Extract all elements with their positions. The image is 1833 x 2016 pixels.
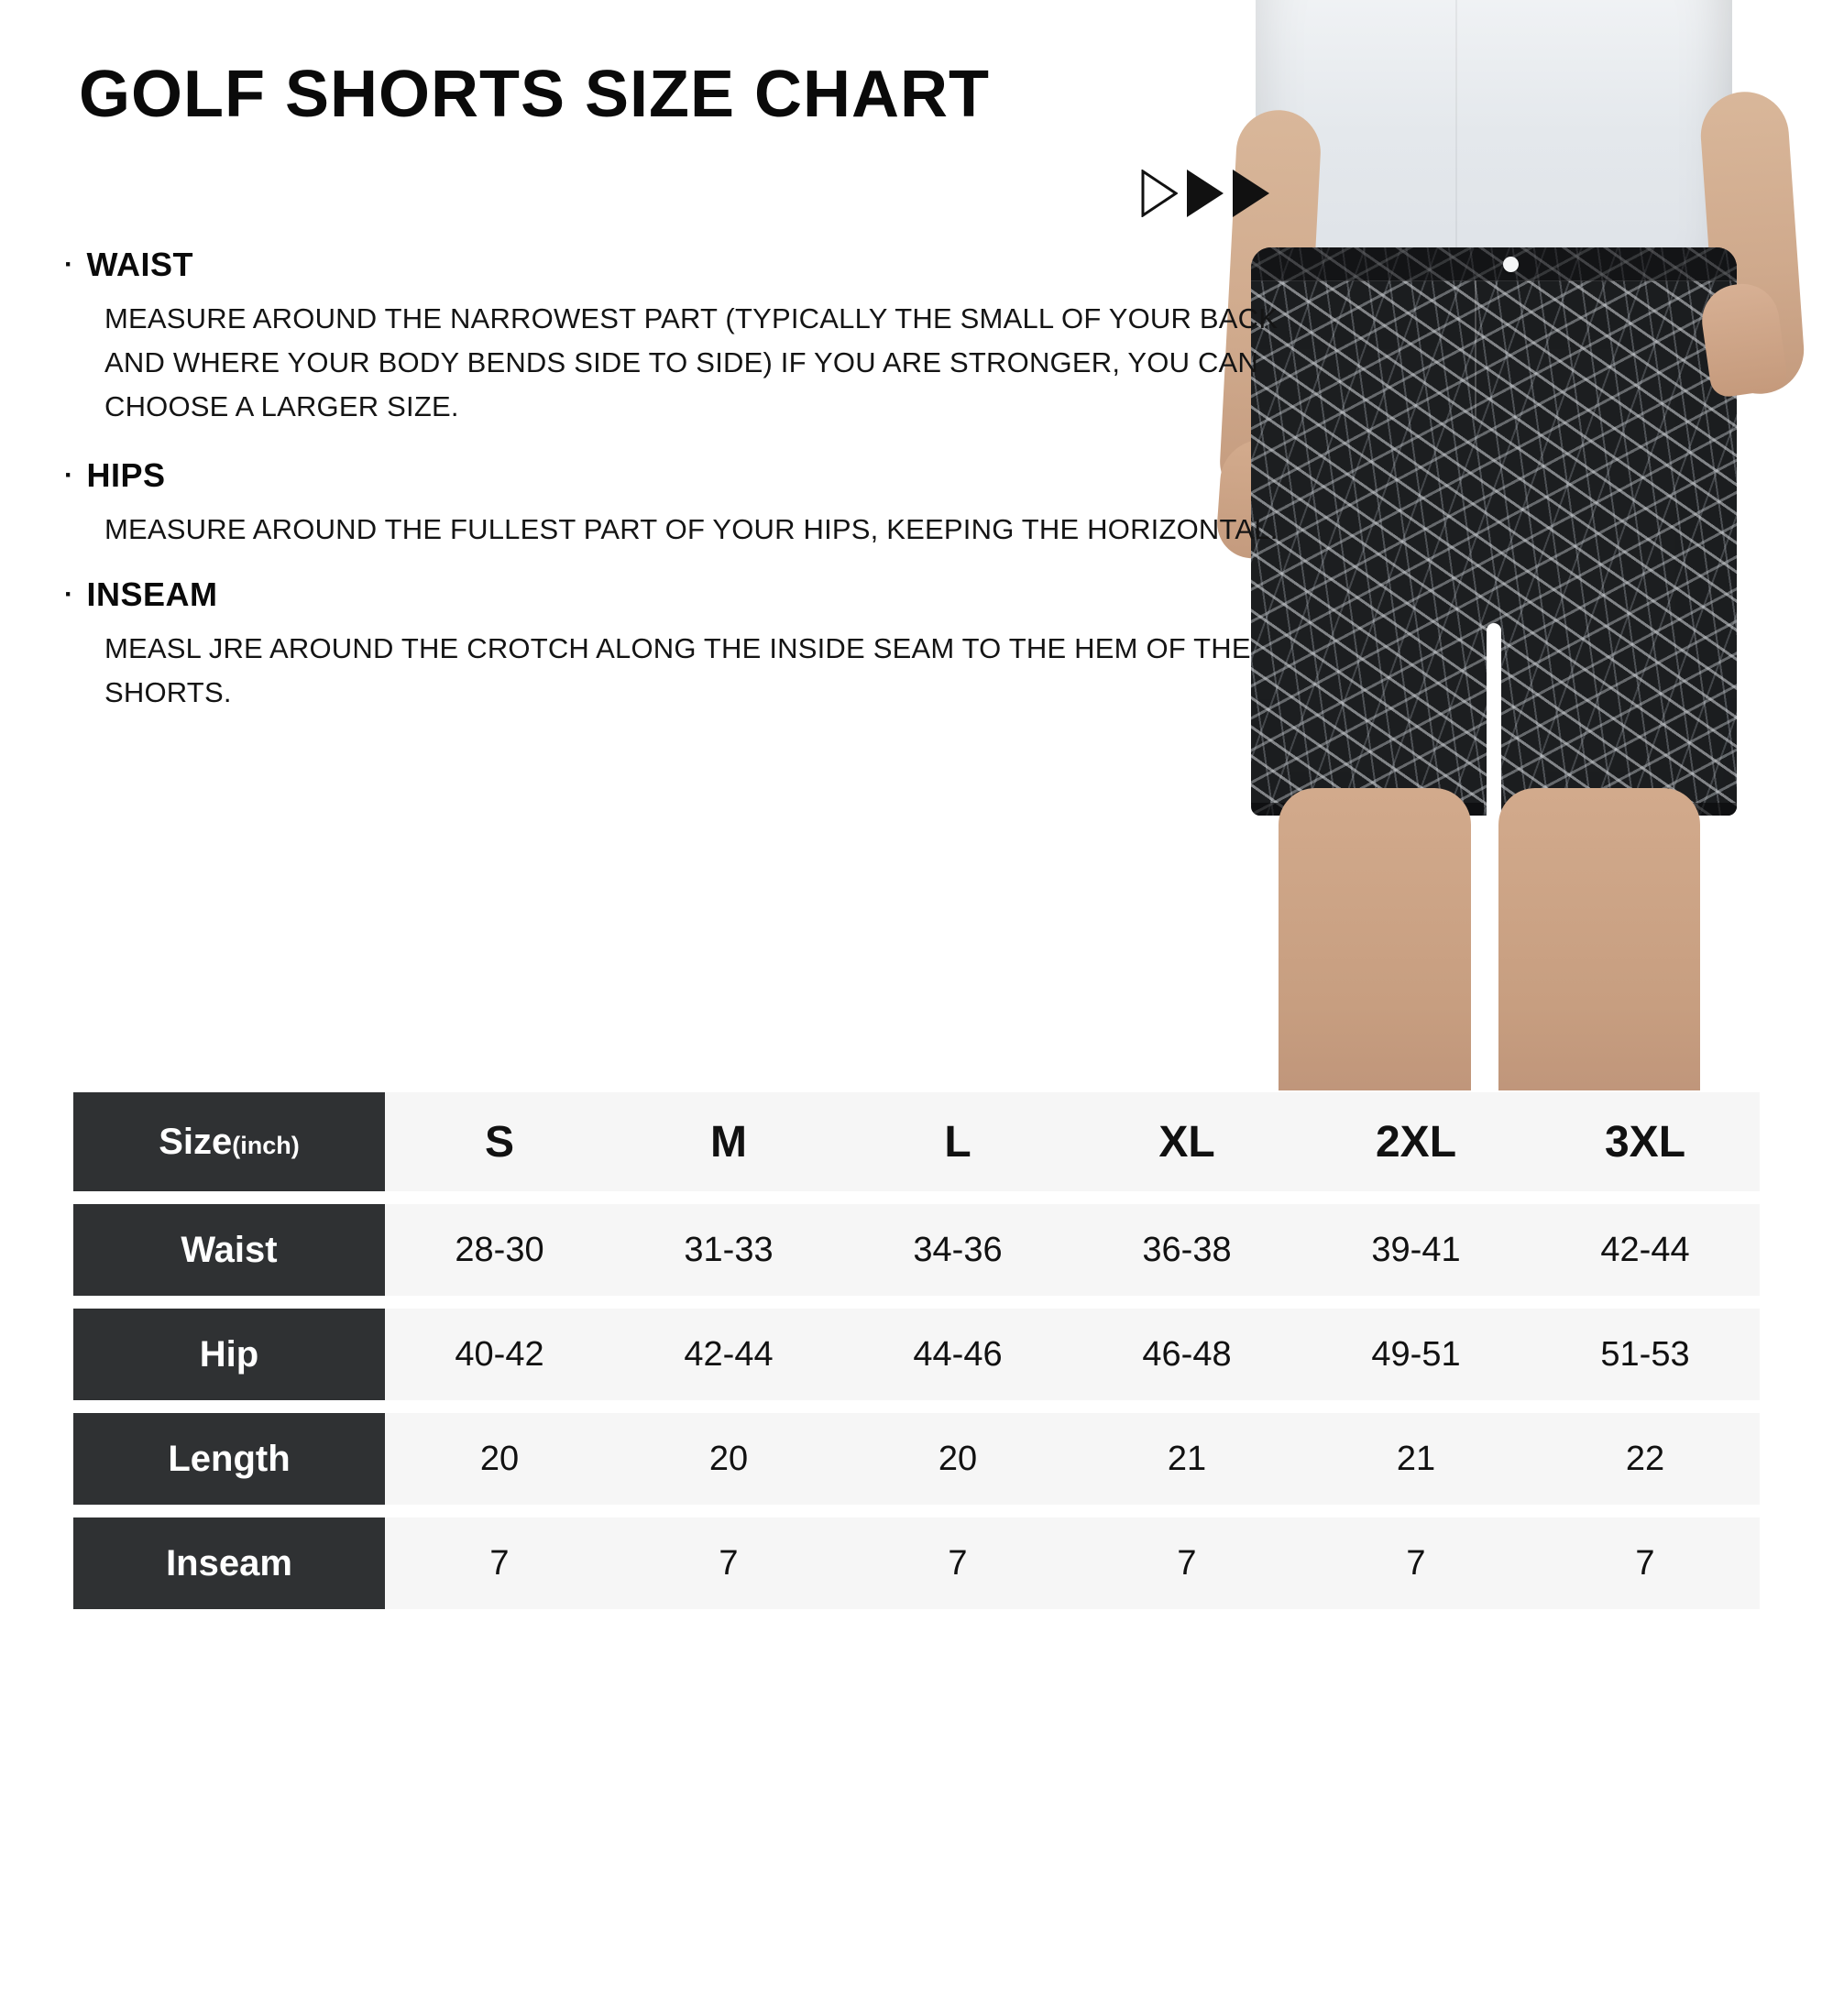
table-row — [73, 1517, 1760, 1609]
section-heading-hips-label: HIPS — [86, 456, 166, 495]
measure-instructions — [64, 246, 1338, 742]
row-label-waist: Waist — [73, 1204, 385, 1296]
row-label-length: Length — [73, 1413, 385, 1505]
model-leg-right — [1498, 788, 1700, 1090]
cell-hip-l: 44-46 — [843, 1309, 1072, 1400]
arrow-group — [1141, 170, 1269, 217]
cell-length-l: 20 — [843, 1413, 1072, 1505]
table-corner-unit: (inch) — [232, 1131, 300, 1159]
column-header-3xl: 3XL — [1531, 1092, 1760, 1191]
section-body-inseam: MEASL JRE AROUND THE CROTCH ALONG THE INSIDE SEAM TO THE HEM OF THE SHORTS. — [104, 632, 1251, 709]
shorts-button — [1503, 257, 1519, 272]
column-header-xl: XL — [1072, 1092, 1301, 1191]
shorts-leg-split — [1487, 623, 1501, 816]
cell-waist-xl: 36-38 — [1072, 1204, 1301, 1296]
cell-inseam-3xl: 7 — [1531, 1517, 1760, 1609]
table-row — [73, 1092, 1760, 1191]
cell-inseam-l: 7 — [843, 1517, 1072, 1609]
table-row — [73, 1413, 1760, 1505]
column-header-s: S — [385, 1092, 614, 1191]
table-body — [73, 1204, 1760, 1609]
cell-waist-2xl: 39-41 — [1301, 1204, 1531, 1296]
row-label-hip: Hip — [73, 1309, 385, 1400]
cell-inseam-m: 7 — [614, 1517, 843, 1609]
shorts-fly-seam — [1475, 280, 1476, 418]
section-heading-waist-label: WAIST — [86, 246, 193, 283]
triangle-right-outline-icon — [1141, 170, 1178, 217]
section-body-waist: MEASURE AROUND THE NARROWEST PART (TYPICALLY THE SMALL OF YOUR BACK AND WHERE YOUR BODY BENDS SIDE TO SIDE) IF YOU ARE STRONGER, YOU CAN CHOOSE A LARGER SIZE. — [104, 302, 1279, 423]
table-header — [73, 1092, 1760, 1191]
section-heading-hips — [64, 456, 1338, 495]
cell-waist-m: 31-33 — [614, 1204, 843, 1296]
cell-length-s: 20 — [385, 1413, 614, 1505]
cell-length-3xl: 22 — [1531, 1413, 1760, 1505]
table-corner-cell — [73, 1092, 385, 1191]
cell-hip-m: 42-44 — [614, 1309, 843, 1400]
triangle-right-solid-icon — [1233, 170, 1269, 217]
cell-inseam-2xl: 7 — [1301, 1517, 1531, 1609]
cell-length-m: 20 — [614, 1413, 843, 1505]
section-heading-inseam-label: INSEAM — [86, 575, 218, 614]
cell-hip-3xl: 51-53 — [1531, 1309, 1760, 1400]
cell-waist-s: 28-30 — [385, 1204, 614, 1296]
triangle-right-solid-icon — [1187, 170, 1224, 217]
model-leg-left — [1279, 788, 1471, 1090]
bullet-icon: · — [64, 249, 74, 279]
cell-hip-2xl: 49-51 — [1301, 1309, 1531, 1400]
cell-inseam-s: 7 — [385, 1517, 614, 1609]
cell-length-xl: 21 — [1072, 1413, 1301, 1505]
table-row — [73, 1204, 1760, 1296]
row-label-inseam: Inseam — [73, 1517, 385, 1609]
column-header-m: M — [614, 1092, 843, 1191]
cell-waist-l: 34-36 — [843, 1204, 1072, 1296]
section-heading-inseam — [64, 575, 1338, 614]
column-header-l: L — [843, 1092, 1072, 1191]
cell-inseam-xl: 7 — [1072, 1517, 1301, 1609]
column-header-2xl: 2XL — [1301, 1092, 1531, 1191]
cell-length-2xl: 21 — [1301, 1413, 1531, 1505]
page-title: GOLF SHORTS SIZE CHART — [79, 58, 990, 131]
table-corner-label: Size — [159, 1121, 233, 1162]
bullet-icon: · — [64, 579, 74, 610]
cell-hip-xl: 46-48 — [1072, 1309, 1301, 1400]
bullet-icon: · — [64, 460, 74, 491]
section-body-hips: MEASURE AROUND THE FULLEST PART OF YOUR HIPS, KEEPING THE HORIZONTAL. — [104, 513, 1279, 546]
size-chart-table — [73, 1079, 1760, 1622]
cell-hip-s: 40-42 — [385, 1309, 614, 1400]
cell-waist-3xl: 42-44 — [1531, 1204, 1760, 1296]
model-shirt — [1256, 0, 1732, 266]
table-row — [73, 1309, 1760, 1400]
section-heading-waist — [64, 246, 1338, 284]
